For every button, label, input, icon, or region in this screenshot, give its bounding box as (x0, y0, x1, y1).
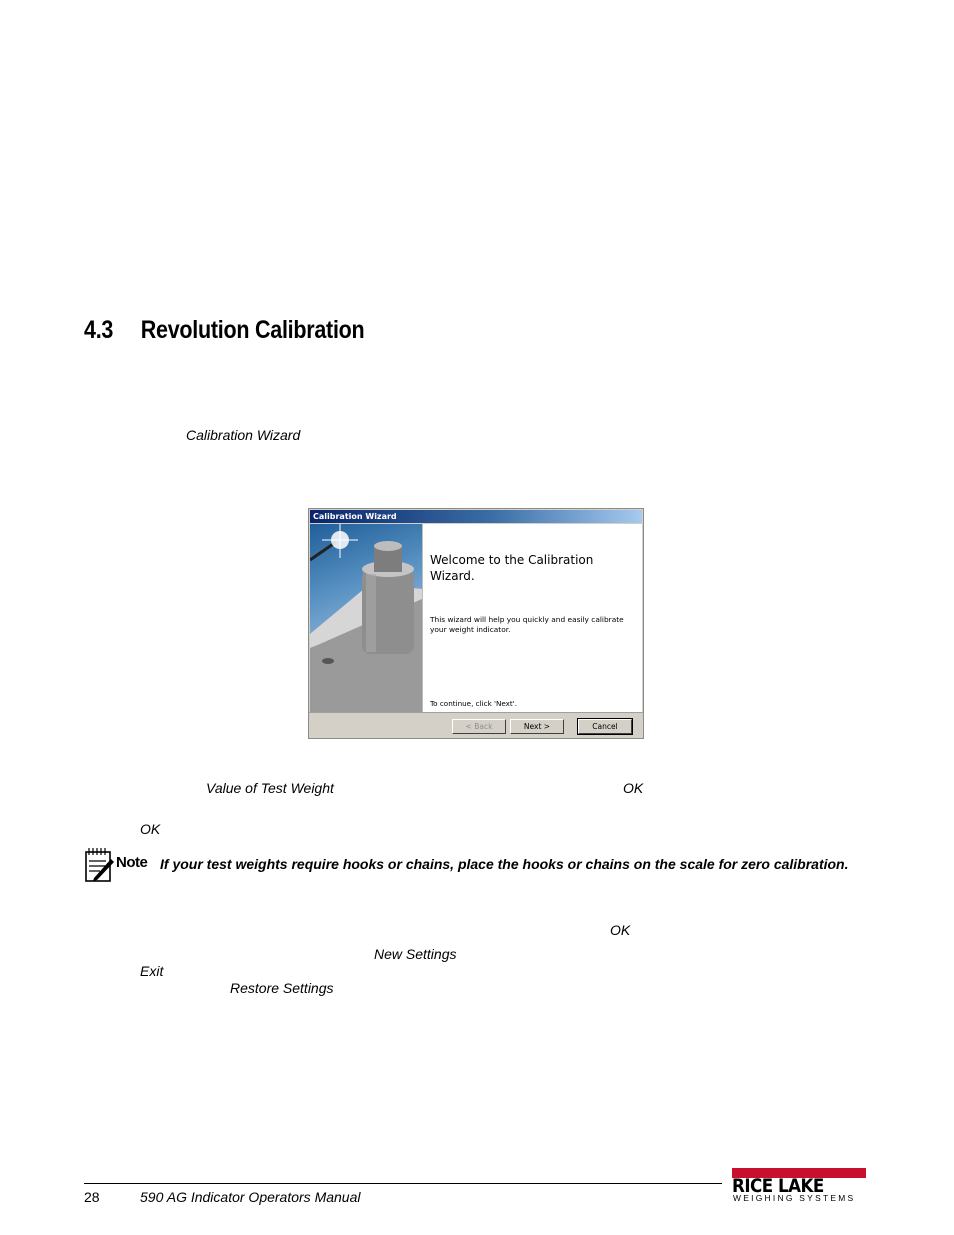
ok-term-2: OK (140, 821, 161, 837)
page-number: 28 (84, 1189, 100, 1205)
wizard-description: This wizard will help you quickly and easily calibrate your weight indicator. (430, 615, 624, 634)
logo-name: RICE LAKE (732, 1175, 824, 1197)
note-label: Note (116, 854, 148, 871)
ok-term-3: OK (610, 922, 631, 938)
back-button[interactable]: < Back (452, 719, 506, 734)
notepad-icon (84, 847, 114, 883)
calibration-wizard-term: Calibration Wizard (186, 427, 301, 443)
wizard-button-row (309, 712, 643, 739)
section-title: Revolution Calibration (140, 316, 365, 344)
value-of-test-weight-term: Value of Test Weight (206, 780, 334, 796)
wizard-content-panel (422, 524, 642, 712)
ok-term-1: OK (623, 780, 644, 796)
test-weight-icon (310, 524, 422, 712)
section-heading (84, 316, 364, 345)
note-text: If your test weights require hooks or chains, place the hooks or chains on the scale for zero calibration. (160, 856, 849, 872)
manual-title: 590 AG Indicator Operators Manual (140, 1189, 361, 1205)
exit-term: Exit (140, 963, 164, 979)
logo-tagline: WEIGHING SYSTEMS (733, 1193, 856, 1203)
wizard-weight-image (310, 524, 422, 712)
calibration-wizard-dialog (308, 508, 644, 739)
restore-settings-term: Restore Settings (230, 980, 334, 996)
cancel-button[interactable]: Cancel (578, 719, 632, 734)
dialog-title-bar: Calibration Wizard (310, 510, 642, 523)
new-settings-term: New Settings (374, 946, 457, 962)
continue-hint: To continue, click 'Next'. (430, 699, 517, 708)
footer-rule (84, 1183, 722, 1184)
section-number: 4.3 (84, 316, 114, 344)
welcome-heading: Welcome to the Calibration Wizard. (430, 553, 594, 583)
next-button[interactable]: Next > (510, 719, 564, 734)
